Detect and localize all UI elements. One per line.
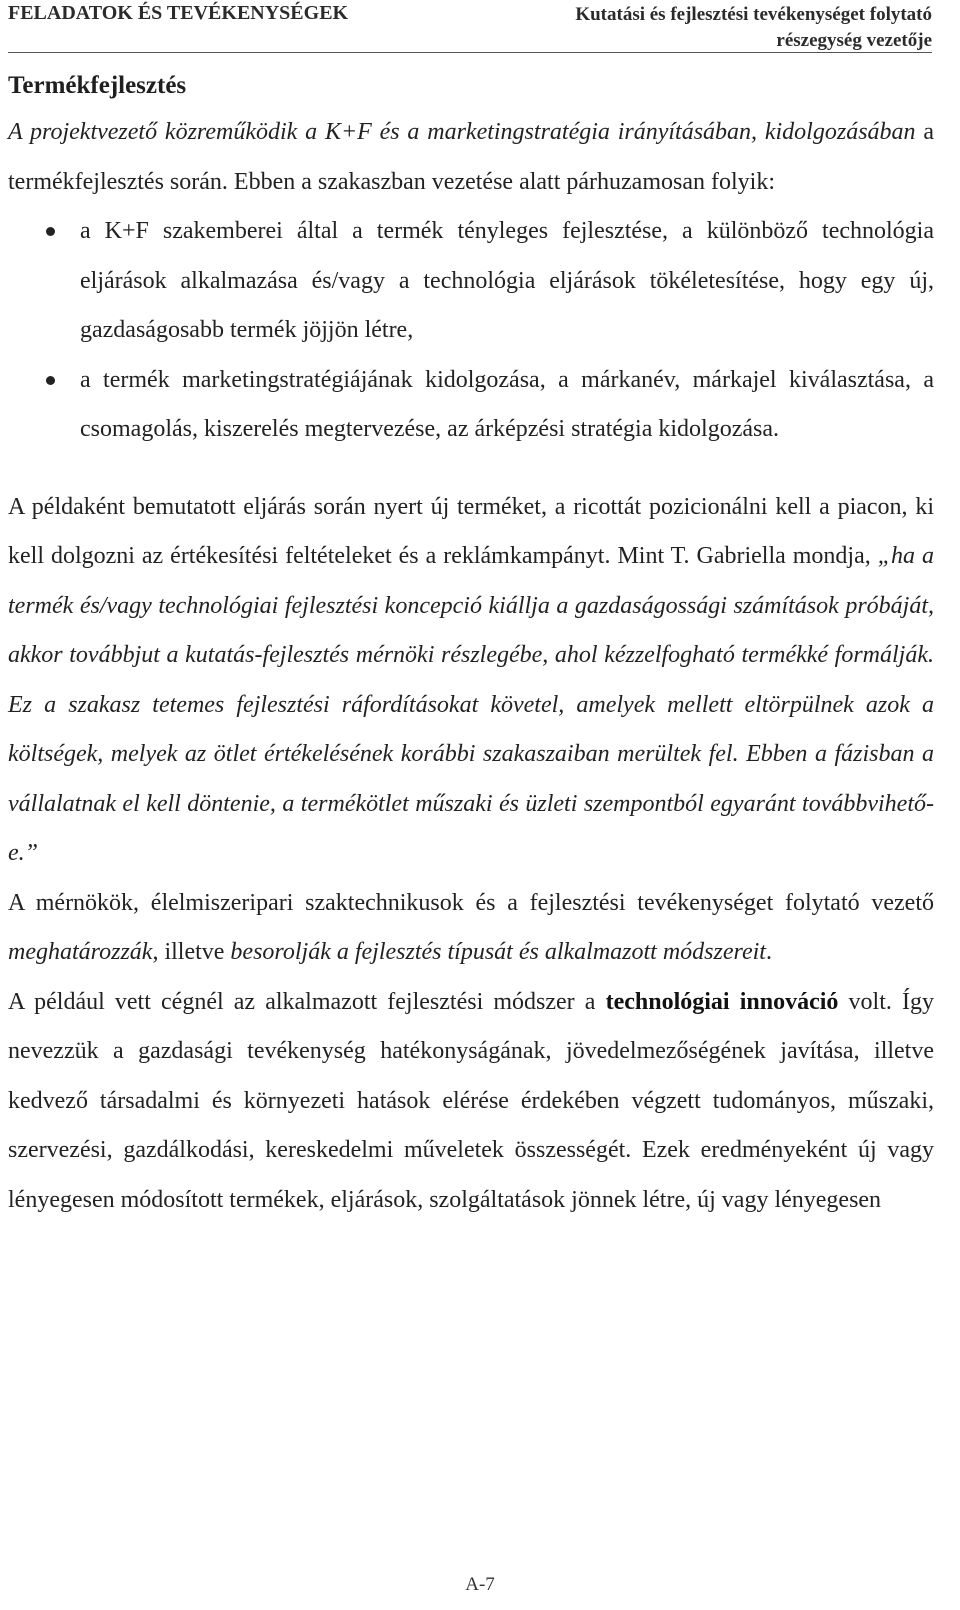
para3-part1: A mérnökök, élelmiszeripari szaktechnikusok és a fejlesztési tevékenységet folytató vezető — [8, 889, 934, 916]
header-right-line1: Kutatási és fejlesztési tevékenységet folytató — [575, 4, 932, 25]
intro-rest: a termékfejlesztés során. Ebben a szakaszban vezetése alatt párhuzamosan folyik: — [8, 119, 934, 195]
para2-plain: A példaként bemutatott eljárás során nyert új terméket, a ricottát pozicionálni kell a piacon, ki kell dolgozni az értékesítési feltételeket és a reklámkampányt. Mint T. Gabriella mondja, — [8, 493, 934, 569]
document-body — [8, 72, 934, 1225]
para2-quote: „ha a termék és/vagy technológiai fejlesztési koncepció kiállja a gazdaságossági számítások próbáját, akkor továbbjut a kutatás-fejlesztés mérnöki részlegébe, ahol kézzelfogható termékké formálják. Ez a szakasz tetemes fejlesztési ráfordításokat követel, amelyek mellett eltörpülnek azok a költségek, melyek az ötlet értékelésének korábbi szakaszaiban merültek fel. Ebben a fázisban a vállalatnak el kell döntenie, a termékötlet műszaki és üzleti szempontból egyaránt továbbvihető-e.” — [8, 543, 934, 866]
list-item-text: a K+F szakemberei által a termék tényleges fejlesztése, a különböző technológia eljárások alkalmazása és/vagy a technológia eljárások tökéletesítése, hogy egy új, gazdaságosabb termék jöjjön létre, — [80, 218, 934, 343]
para3-part2: , illetve — [152, 939, 231, 965]
bullet-icon — [46, 376, 55, 385]
page-number: A-7 — [465, 1574, 495, 1595]
list-item — [8, 356, 934, 455]
para4-bold-term: technológiai innováció — [605, 988, 839, 1015]
engineers-paragraph — [8, 879, 934, 978]
para3-italic1: meghatározzák — [8, 939, 153, 965]
section-title: Termékfejlesztés — [8, 72, 187, 99]
header-right-line2: részegység vezetője — [776, 30, 932, 51]
quote-paragraph — [8, 483, 934, 879]
para3-part3: . — [765, 939, 772, 965]
para3-italic2: besorolják a fejlesztés típusát és alkalmazott módszereit — [230, 939, 766, 965]
page-header — [8, 0, 932, 53]
list-item — [8, 207, 934, 356]
para4-part2: volt. Így nevezzük a gazdasági tevékenység hatékonyságának, jövedelmezőségének javítása, illetve kedvező társadalmi és környezeti hatások elérése érdekében végzett tudományos, műszaki, szervezési, gazdálkodási, kereskedelmi műveletek összességét. Ezek eredményeként új vagy lényegesen módosított termékek, eljárások, szolgáltatások jönnek létre, új vagy lényegesen — [8, 988, 934, 1213]
paragraph-spacer — [8, 455, 934, 483]
para4-part1: A például vett cégnél az alkalmazott fejlesztési módszer a — [8, 988, 606, 1015]
innovation-paragraph — [8, 978, 934, 1226]
list-item-text: a termék marketingstratégiájának kidolgozása, a márkanév, márkajel kiválasztása, a csomagolás, kiszerelés megtervezése, az árképzési stratégia kidolgozása. — [80, 366, 934, 442]
header-left-title: FELADATOK ÉS TEVÉKENYSÉGEK — [8, 2, 349, 24]
header-right-title — [575, 2, 932, 54]
intro-italic: A projektvezető közreműködik a K+F és a marketingstratégia irányításában, kidolgozásában — [8, 119, 916, 145]
bullet-list — [8, 207, 934, 455]
intro-paragraph — [8, 108, 934, 207]
bullet-icon — [46, 227, 55, 236]
